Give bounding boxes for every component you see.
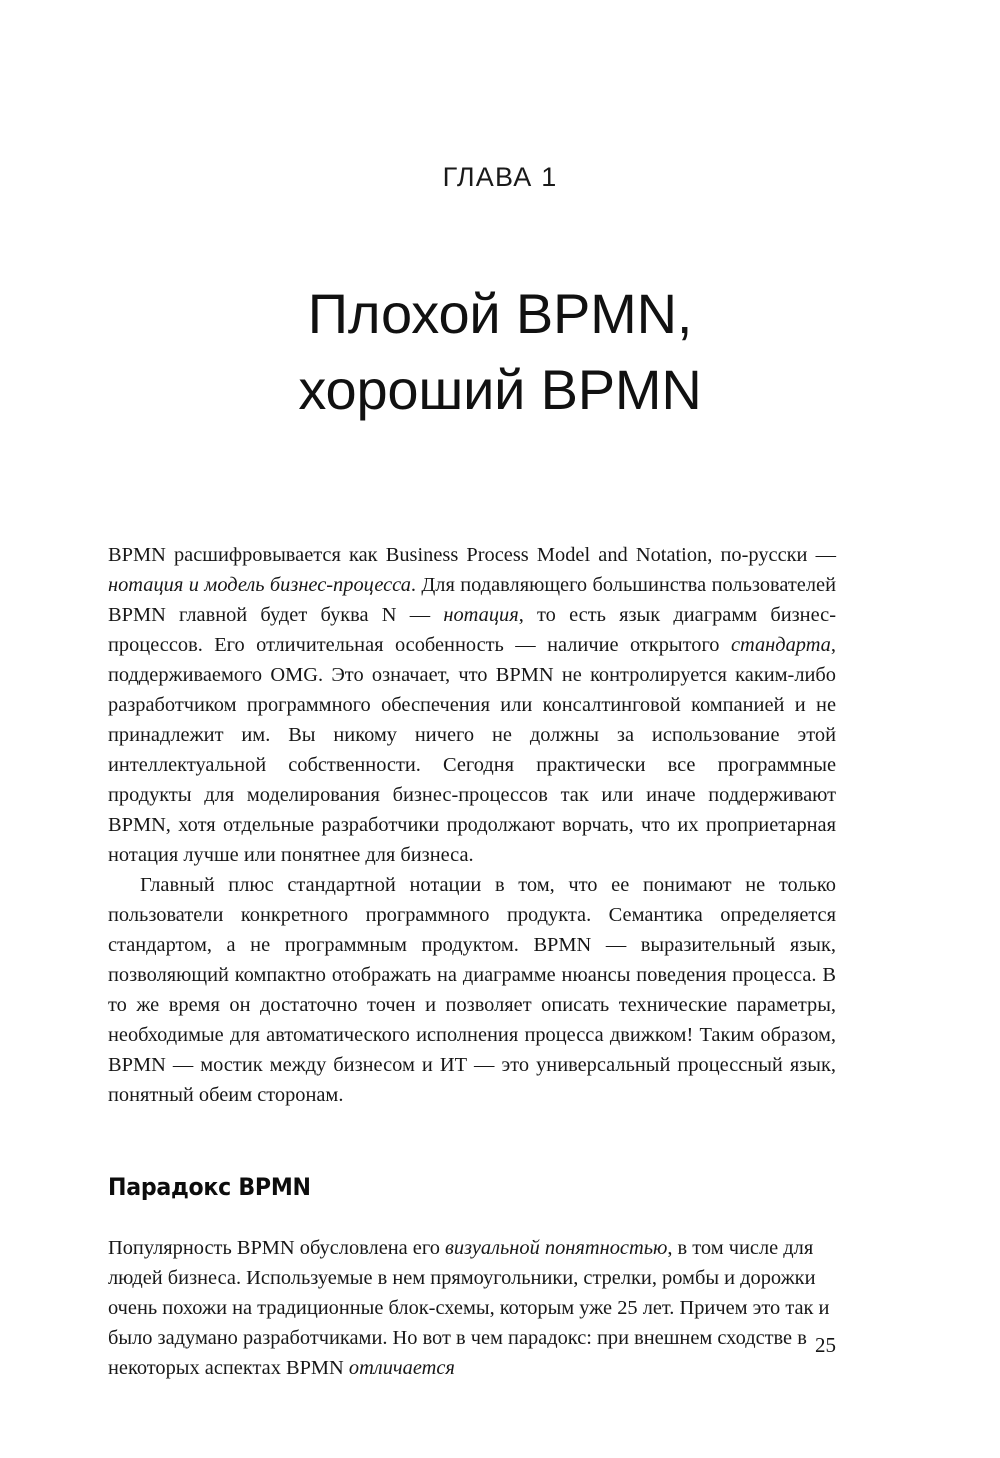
chapter-title-line-1: Плохой BPMN, [307,281,693,345]
body-text-column [108,540,836,1383]
paragraph-intro-emphasis-2: нотация [443,604,519,626]
paragraph-standard-notation: Главный плюс стандартной нотации в том, что ее понимают не только пользователи конкретного программного продукта. Семантика определяется стандартом, а не программным продуктом. BPMN — выразительный язык, позволяющий компактно отображать на диаграмме нюансы поведения процесса. В то же время он достаточно точен и позволяет описать технические параметры, необходимые для автоматического исполнения процесса движком! Таким образом, BPMN — мостик между бизнесом и ИТ — это универсальный процессный язык, понятный обеим сторонам. [108,874,836,1106]
chapter-title [0,276,1000,428]
paragraph-intro-emphasis-3: стандарта [730,634,831,656]
paragraph-paradox-emphasis-2: отличается [348,1357,455,1379]
chapter-title-line-2: хороший BPMN [298,357,702,421]
paragraph-paradox-run-2: , в том числе для людей бизнеса. Используемые в нем прямоугольники, стрелки, ромбы и дорожки очень похожи на традиционные блок-схемы, которым уже 25 лет. Причем это так и было задумано разработчиками. Но вот в чем парадокс: при внешнем сходстве в некоторых аспектах BPMN [108,1237,830,1379]
paragraph-intro-run-3: , то есть язык диаграмм бизнес-процессов. Его отличительная особенность — наличие открытого [108,604,836,656]
paragraph-paradox-emphasis-1: визуальной понятностью [445,1237,668,1259]
paragraph-intro-emphasis-1: нотация и модель бизнес-процесса [108,574,411,596]
paragraph-paradox [108,1233,836,1383]
chapter-number-label: ГЛАВА 1 [442,162,558,192]
heading-spacer-above [108,1110,836,1172]
paragraph-intro [108,540,836,870]
page-number: 25 [815,1333,836,1357]
paragraph-intro-run-2: . Для подавляющего большинства пользователей BPMN главной будет буква N — [108,574,836,626]
section-heading-bpmn-paradox: Парадокс BPMN [108,1173,311,1201]
heading-spacer-below [108,1202,836,1233]
paragraph-intro-run-4: , поддерживаемого OMG. Это означает, что BPMN не контролируется каким-либо разработчиком программного обеспечения или консалтинговой компанией и не принадлежит им. Вы никому ничего не должны за использование этой интеллектуальной собственности. Сегодня практически все программные продукты для моделирования бизнес-процессов так или иначе поддерживают BPMN, хотя отдельные разработчики продолжают ворчать, что их проприетарная нотация лучше или понятнее для бизнеса. [108,634,836,866]
paragraph-intro-run-1: BPMN расшифровывается как Business Process Model and Notation, по-русски — [108,544,836,566]
paragraph-paradox-run-1: Популярность BPMN обусловлена его [108,1237,446,1259]
